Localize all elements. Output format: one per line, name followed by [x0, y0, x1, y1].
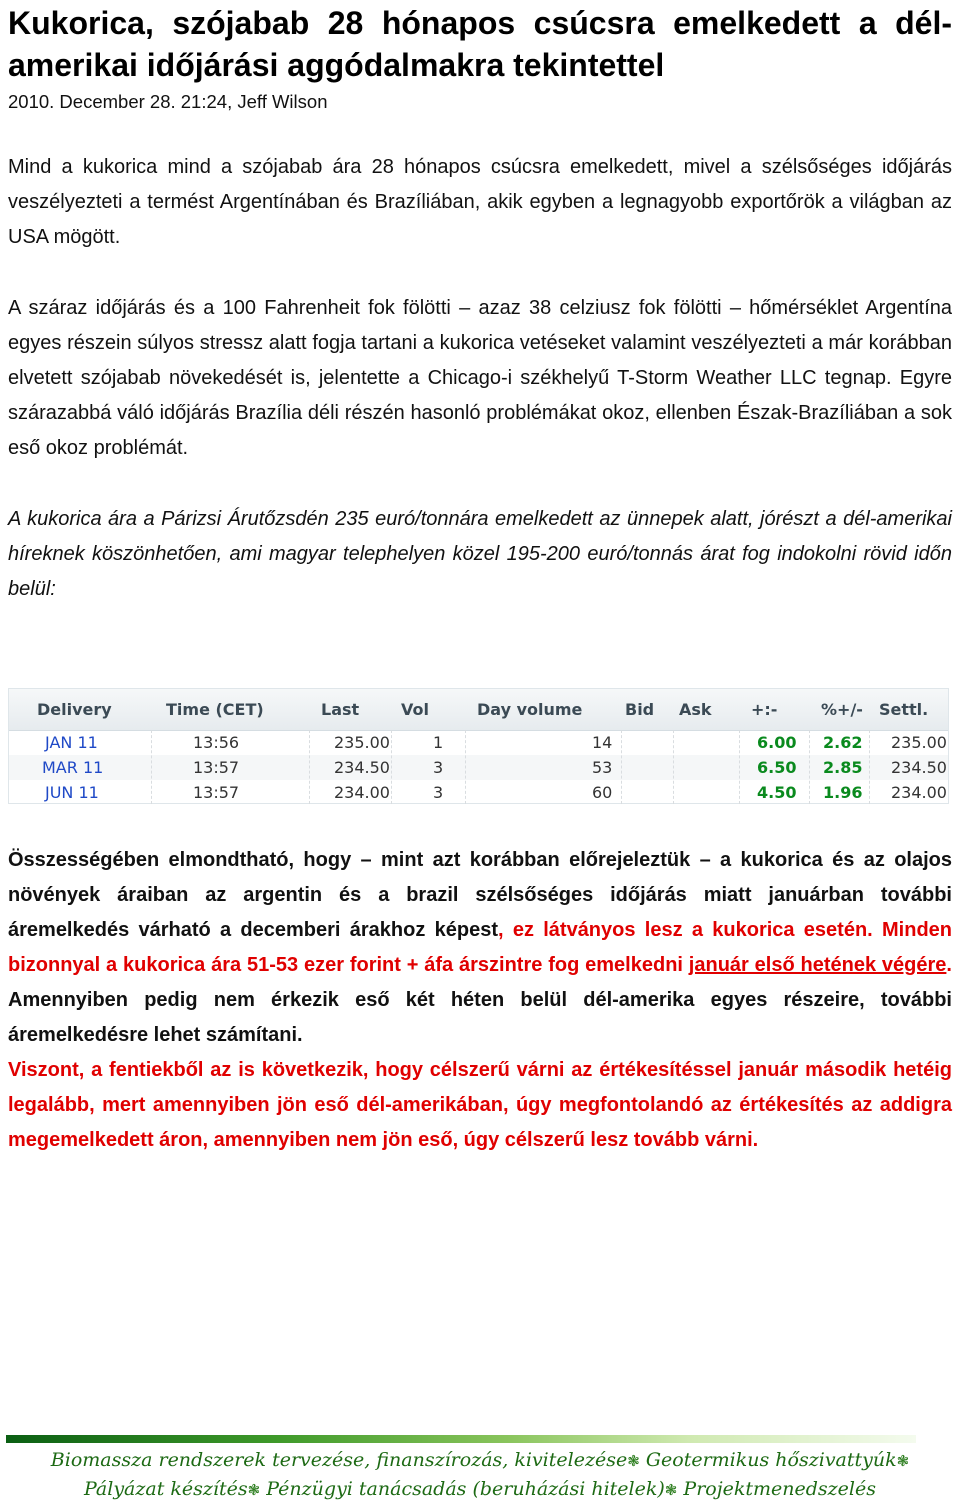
article-title: Kukorica, szójabab 28 hónapos csúcsra emelkedett a dél-amerikai időjárási aggódalmakra tekintettel	[8, 5, 952, 83]
column-divider	[151, 730, 152, 804]
day-volume-cell: 14	[592, 733, 613, 752]
table-row	[9, 730, 948, 755]
footer	[30, 1446, 930, 1504]
footer-item: Biomassza rendszerek tervezése, finanszírozás, kivitelezése	[50, 1449, 628, 1471]
summary-deadline: január első hetének végére	[688, 954, 947, 976]
vol-cell: 3	[433, 783, 444, 802]
footer-item: Geotermikus hőszivattyúk	[645, 1449, 897, 1471]
table-row	[9, 780, 948, 805]
flower-icon: ❃	[247, 1481, 261, 1499]
vol-cell: 1	[433, 733, 444, 752]
time-cell: 13:57	[193, 783, 240, 802]
summary-price-forecast: Minden bizonnyal a kukorica ára 51-53 ezer forint + áfa árszintre fog emelkedni	[8, 919, 953, 976]
footer-item: Pályázat készítés	[83, 1478, 248, 1500]
footer-divider	[6, 1435, 916, 1443]
pct-cell: 2.62	[823, 733, 863, 752]
column-divider	[621, 730, 622, 804]
flower-icon: ❃	[664, 1481, 678, 1499]
delivery-link[interactable]: JAN 11	[45, 733, 98, 752]
settl-cell: 235.00	[891, 733, 947, 752]
day-volume-cell: 60	[592, 783, 613, 802]
column-divider	[673, 730, 674, 804]
article-meta: 2010. December 28. 21:24, Jeff Wilson	[8, 91, 328, 112]
vol-cell: 3	[433, 758, 444, 777]
article	[8, 0, 952, 607]
header-delivery: Delivery	[37, 700, 112, 719]
delivery-link[interactable]: MAR 11	[42, 758, 104, 777]
quote-table-header	[9, 689, 948, 731]
last-cell: 234.00	[334, 783, 390, 802]
pct-cell: 2.85	[823, 758, 863, 777]
footer-item: Projektmenedszelés	[683, 1478, 876, 1500]
day-volume-cell: 53	[592, 758, 613, 777]
header-vol: Vol	[401, 700, 429, 719]
change-cell: 4.50	[757, 783, 797, 802]
paragraph-2: A száraz időjárás és a 100 Fahrenheit fok fölötti – azaz 38 celziusz fok fölötti – hőmérséklet Argentína egyes részein súlyos stressz alatt fogja tartani a kukorica vetéseket valamint veszélyezteti a már korábban elvetett szójabab növekedését is, jelentette a Chicago-i székhelyű T-Storm Weather LLC tegnap. Egyre szárazabbá váló időjárás Brazília déli részén hasonló problémákat okoz, ellenben Észak-Brazíliában a sok eső okoz problémát.	[8, 297, 952, 459]
header-change: +:-	[751, 700, 778, 719]
settl-cell: 234.50	[891, 758, 947, 777]
flower-icon: ❃	[896, 1452, 910, 1470]
header-pct: %+/-	[821, 700, 863, 719]
time-cell: 13:57	[193, 758, 240, 777]
time-cell: 13:56	[193, 733, 240, 752]
summary-text: Összességében elmondtható, hogy – mint azt korábban előrejeleztük – a kukorica és az olajos növények áraiban az argentin és a brazil szélsőséges időjárás miatt januárban további áremelkedés várható a decemberi árakhoz képest	[8, 849, 952, 941]
summary-highlight-red: , ez látványos lesz a kukorica esetén.	[497, 919, 873, 941]
header-settl: Settl.	[879, 700, 929, 719]
header-ask: Ask	[679, 700, 712, 719]
paragraph-3: A kukorica ára a Párizsi Árutőzsdén 235 euró/tonnára emelkedett az ünnepek alatt, jórészt a dél-amerikai híreknek köszönhetően, ami magyar telephelyen közel 195-200 euró/tonnás árat fog indokolni rövid időn belül:	[8, 508, 952, 600]
summary	[8, 843, 952, 1158]
header-time: Time (CET)	[166, 700, 264, 719]
header-bid: Bid	[625, 700, 655, 719]
column-divider	[465, 730, 466, 804]
column-divider	[869, 730, 870, 804]
quote-table	[8, 688, 949, 804]
summary-period: .	[946, 954, 952, 976]
column-divider	[809, 730, 810, 804]
summary-advice: Viszont, a fentiekből az is következik, hogy célszerű várni az értékesítéssel január második hetéig legalább, mert amennyiben jön eső dél-amerikában, úgy megfontolandó az értékesítés az addigra megemelkedett áron, amennyiben nem jön eső, úgy célszerű lesz tovább várni.	[8, 1059, 952, 1151]
last-cell: 234.50	[334, 758, 390, 777]
column-divider	[391, 730, 392, 804]
settl-cell: 234.00	[891, 783, 947, 802]
column-divider	[739, 730, 740, 804]
table-row	[9, 755, 948, 780]
summary-rain-note: Amennyiben pedig nem érkezik eső két héten belül dél-amerika egyes részeire, további áremelkedésre lehet számítani.	[8, 989, 952, 1046]
header-last: Last	[321, 700, 360, 719]
column-divider	[309, 730, 310, 804]
flower-icon: ❃	[627, 1452, 640, 1470]
paragraph-1: Mind a kukorica mind a szójabab ára 28 hónapos csúcsra emelkedett, mivel a szélsőséges időjárás veszélyezteti a termést Argentínában és Brazíliában, akik egyben a legnagyobb exportőrök a világban az USA mögött.	[8, 156, 952, 248]
pct-cell: 1.96	[823, 783, 863, 802]
change-cell: 6.50	[757, 758, 797, 777]
summary-paragraph	[8, 843, 952, 1053]
change-cell: 6.00	[757, 733, 797, 752]
delivery-link[interactable]: JUN 11	[45, 783, 99, 802]
header-day-volume: Day volume	[477, 700, 583, 719]
footer-item: Pénzügyi tanácsadás (beruházási hitelek)	[266, 1478, 665, 1500]
last-cell: 235.00	[334, 733, 390, 752]
